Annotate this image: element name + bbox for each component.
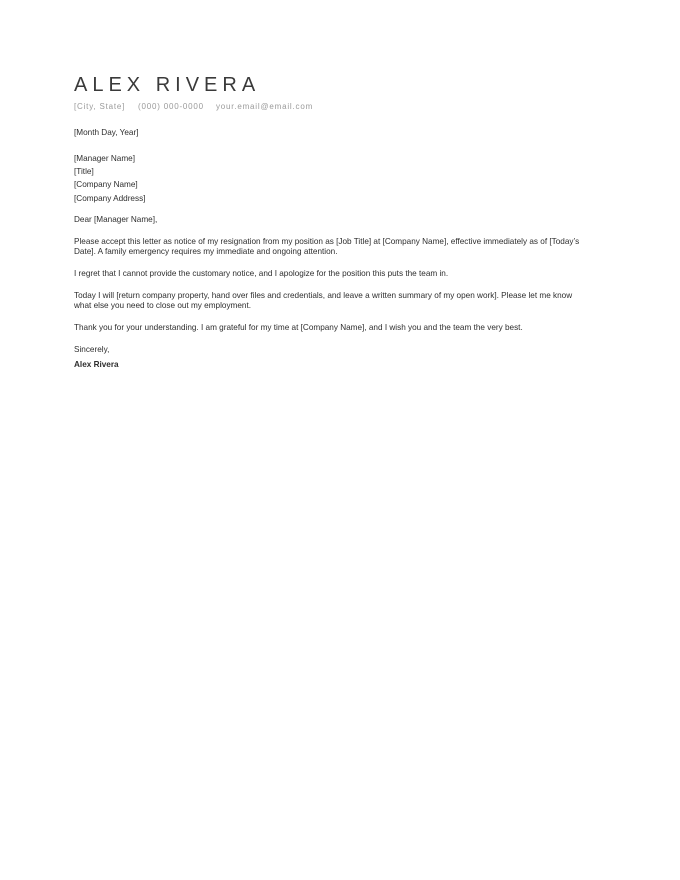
signature-name: Alex Rivera [74,359,119,369]
recipient-name: [Manager Name] [74,153,135,163]
paragraph-handover: Today I will [return company property, hand over files and credentials, and leave a written summary of my open work]. Please let me know what else you need to close out my employment. [74,290,573,311]
paragraph-notice: Please accept this letter as notice of my resignation from my position as [Job Title] at [Company Name], effective immediately as of [Today’s Date]. A family emergency requires my immediate and ongoing attention. [74,236,580,257]
sender-location: [City, State] [74,102,126,111]
recipient-address: [Company Address] [74,193,146,203]
recipient-block [74,152,586,205]
closing: Sincerely, [74,344,110,354]
paragraph-regret: I regret that I cannot provide the customary notice, and I apologize for the position this puts the team in. [74,269,449,278]
paragraph-thanks: Thank you for your understanding. I am grateful for my time at [Company Name], and I wish you and the team the very best. [74,323,523,333]
recipient-company: [Company Name] [74,180,138,190]
recipient-title: [Title] [74,167,94,176]
contact-line [74,102,586,112]
sender-phone: (000) 000-0000 [138,102,204,111]
letter-date: [Month Day, Year] [74,128,139,137]
salutation: Dear [Manager Name], [74,214,158,224]
sender-email: your.email@email.com [216,102,314,111]
sender-name: ALEX RIVERA [74,74,261,96]
